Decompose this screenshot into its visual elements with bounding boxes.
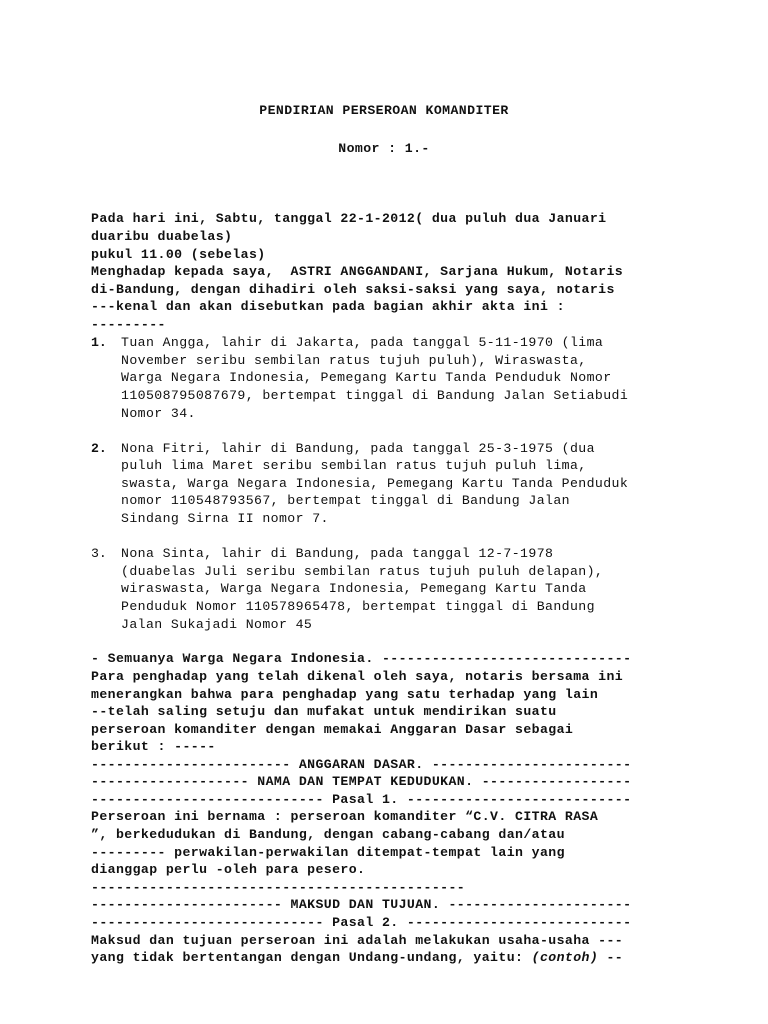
party-line: Nona Fitri, lahir di Bandung, pada tanggal 25-3-1975 (dua [121, 441, 595, 456]
document-number: Nomor : 1.- [338, 141, 430, 156]
opening-line: Pada hari ini, Sabtu, tanggal 22-1-2012( dua puluh dua Januari [91, 211, 607, 226]
body-line: --------- perwakilan-perwakilan ditempat-tempat lain yang [91, 845, 565, 860]
body-line: --telah saling setuju dan mufakat untuk mendirikan suatu [91, 704, 557, 719]
document-title: PENDIRIAN PERSEROAN KOMANDITER [259, 103, 509, 118]
party-line: nomor 110548793567, bertempat tinggal di Bandung Jalan [121, 493, 570, 508]
party-line: puluh lima Maret seribu sembilan ratus tujuh puluh lima, [121, 458, 587, 473]
body-line: Perseroan ini bernama : perseroan komanditer “C.V. CITRA RASA [91, 809, 599, 824]
party-number: 1. [91, 335, 107, 350]
party-line: Warga Negara Indonesia, Pemegang Kartu Tanda Penduduk Nomor [121, 370, 612, 385]
body-line: berikut : ----- [91, 739, 216, 754]
article-heading: ---------------------------- Pasal 2. --------------------------- [91, 915, 632, 930]
party-line: swasta, Warga Negara Indonesia, Pemegang Kartu Tanda Penduduk [121, 476, 629, 491]
body-line: Maksud dan tujuan perseroan ini adalah melakukan usaha-usaha --- [91, 933, 624, 948]
party-line: (duabelas Juli seribu sembilan ratus tujuh puluh delapan), [121, 564, 604, 579]
last-line-tail: -- [598, 950, 624, 965]
body-line: perseroan komanditer dengan memakai Anggaran Dasar sebagai [91, 722, 574, 737]
last-line-text: yang tidak bertentangan dengan Undang-undang, yaitu: [91, 950, 532, 965]
article-heading: ---------------------------- Pasal 1. --------------------------- [91, 792, 632, 807]
party-line: Tuan Angga, lahir di Jakarta, pada tanggal 5-11-1970 (lima [121, 335, 604, 350]
example-note: (contoh) [531, 950, 599, 965]
opening-line: ---kenal dan akan disebutkan pada bagian akhir akta ini : [91, 299, 565, 314]
body-line: menerangkan bahwa para penghadap yang satu terhadap yang lain [91, 687, 599, 702]
party-line: November seribu sembilan ratus tujuh puluh), Wiraswasta, [121, 353, 587, 368]
opening-line: Menghadap kepada saya, ASTRI ANGGANDANI, Sarjana Hukum, Notaris [91, 264, 624, 279]
section-heading: ------------------- NAMA DAN TEMPAT KEDUDUKAN. ------------------ [91, 774, 632, 789]
body-line: dianggap perlu -oleh para pesero. [91, 862, 366, 877]
section-heading: ------------------------ ANGGARAN DASAR. ------------------------ [91, 757, 632, 772]
opening-line: di-Bandung, dengan dihadiri oleh saksi-saksi yang saya, notaris [91, 282, 615, 297]
party-line: 110508795087679, bertempat tinggal di Bandung Jalan Setiabudi [121, 388, 629, 403]
body-line: Para penghadap yang telah dikenal oleh saya, notaris bersama ini [91, 669, 624, 684]
body-line: ”, berkedudukan di Bandung, dengan cabang-cabang dan/atau [91, 827, 565, 842]
section-heading: ----------------------- MAKSUD DAN TUJUAN. ---------------------- [91, 897, 632, 912]
party-line: Jalan Sukajadi Nomor 45 [121, 617, 313, 632]
party-number: 3. [91, 546, 107, 561]
body-line: - Semuanya Warga Negara Indonesia. ------------------------------ [91, 651, 632, 666]
opening-line: --------- [91, 317, 166, 332]
opening-line: duaribu duabelas) [91, 229, 233, 244]
party-line: Nona Sinta, lahir di Bandung, pada tanggal 12-7-1978 [121, 546, 554, 561]
divider-line: --------------------------------------------- [91, 880, 466, 895]
opening-line: pukul 11.00 (sebelas) [91, 247, 266, 262]
party-line: Nomor 34. [121, 406, 196, 421]
party-line: Penduduk Nomor 110578965478, bertempat tinggal di Bandung [121, 599, 595, 614]
party-number: 2. [91, 441, 107, 456]
party-line: Sindang Sirna II nomor 7. [121, 511, 329, 526]
party-line: wiraswasta, Warga Negara Indonesia, Pemegang Kartu Tanda [121, 581, 587, 596]
body-line-last [91, 949, 623, 967]
